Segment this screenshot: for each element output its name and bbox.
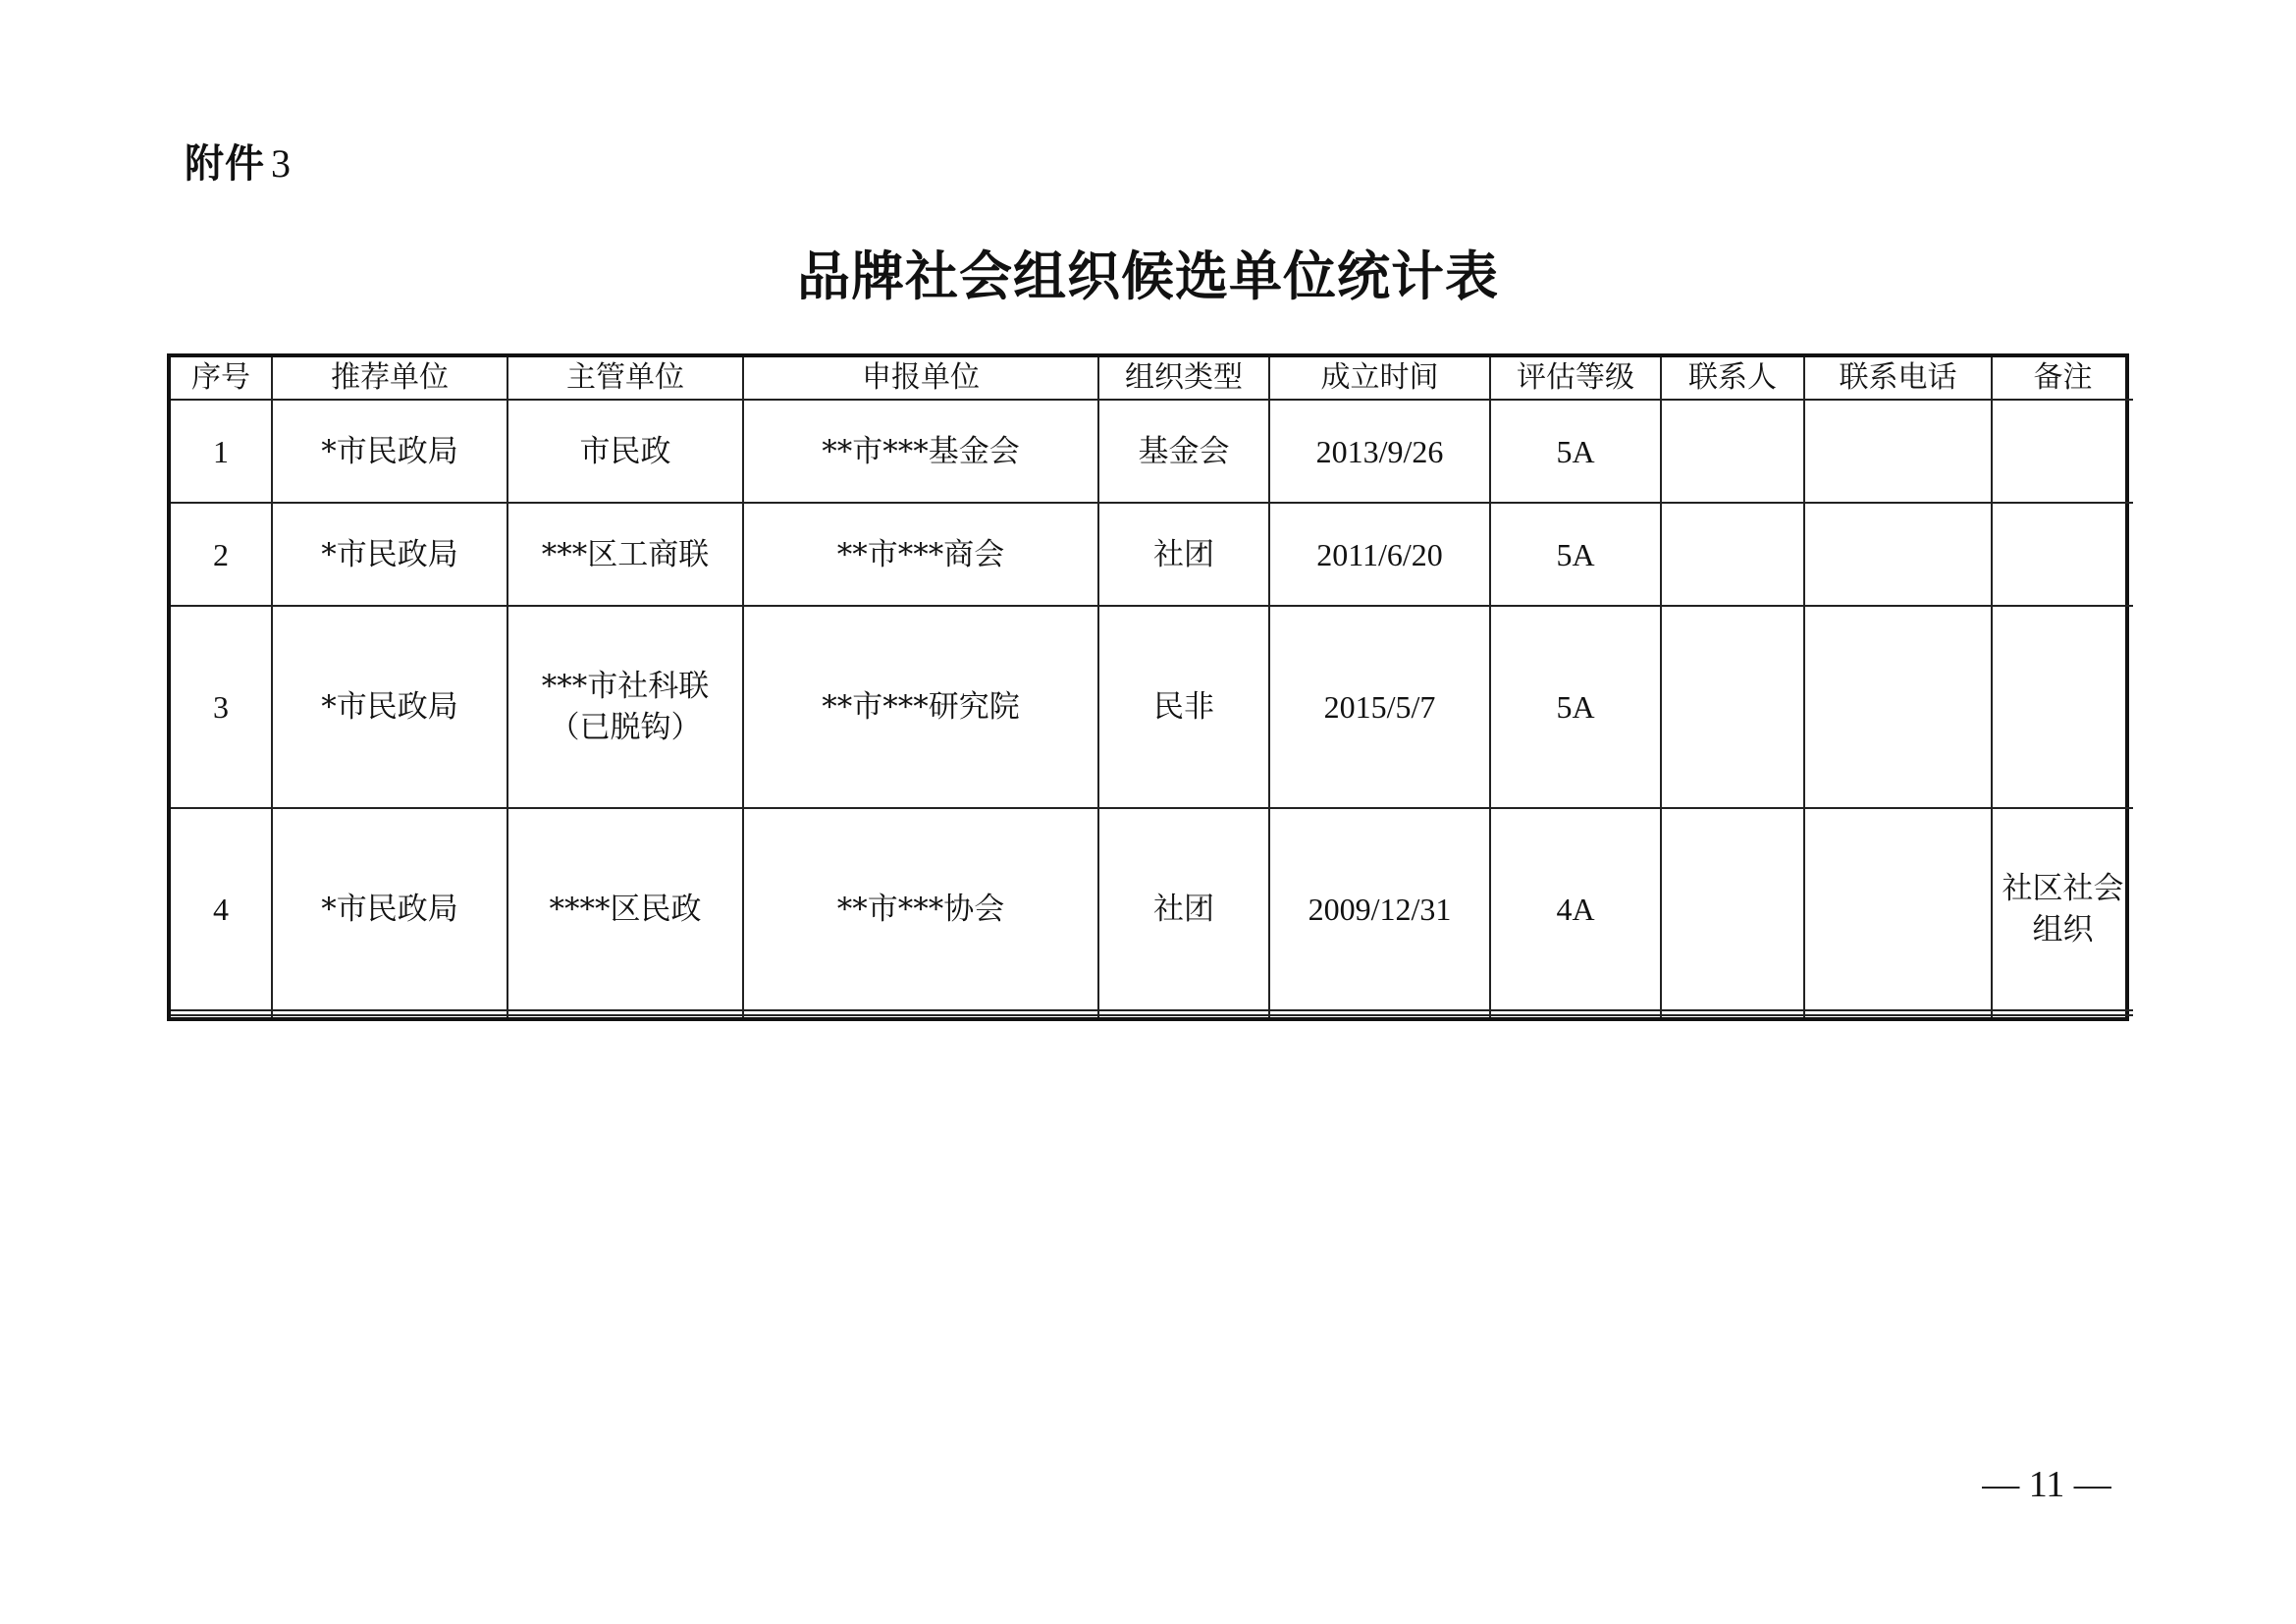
table-row <box>171 606 2133 808</box>
cell-organization-type: 基金会 <box>1098 400 1269 503</box>
cell-contact-phone <box>1804 503 1992 606</box>
header-evaluation-grade: 评估等级 <box>1490 357 1661 400</box>
table-row <box>171 400 2133 503</box>
cell-applying-unit: **市***商会 <box>743 503 1098 606</box>
cell-remarks <box>1992 503 2133 606</box>
document-title: 品牌社会组织候选单位统计表 <box>797 245 1499 307</box>
cell-evaluation-grade: 4A <box>1490 808 1661 1010</box>
cell-index: 2 <box>171 503 272 606</box>
cell-applying-unit: **市***研究院 <box>743 606 1098 808</box>
cell-index: 4 <box>171 808 272 1010</box>
cell-contact-person <box>1661 1015 1804 1017</box>
cell-contact-phone <box>1804 606 1992 808</box>
table-header-row <box>171 357 2133 400</box>
page-number: — 11 — <box>1982 1464 2111 1505</box>
cell-index: 1 <box>171 400 272 503</box>
cell-contact-person <box>1661 606 1804 808</box>
cell-evaluation-grade: 5A <box>1490 503 1661 606</box>
statistics-table <box>171 357 2133 1017</box>
cell-evaluation-grade: 5A <box>1490 606 1661 808</box>
cell-index: 3 <box>171 606 272 808</box>
cell-recommending-unit: *市民政局 <box>272 503 507 606</box>
cell-contact-person <box>1661 503 1804 606</box>
cell-founding-date: 2011/6/20 <box>1269 503 1490 606</box>
cell-remarks <box>1992 400 2133 503</box>
cell-applying-unit: **市***基金会 <box>743 400 1098 503</box>
header-recommending-unit: 推荐单位 <box>272 357 507 400</box>
header-organization-type: 组织类型 <box>1098 357 1269 400</box>
cell-founding-date: 2015/5/7 <box>1269 606 1490 808</box>
cell-contact-person <box>1661 808 1804 1010</box>
header-contact-phone: 联系电话 <box>1804 357 1992 400</box>
cell-supervising-unit: ***市社科联（已脱钩） <box>507 606 743 808</box>
header-contact-person: 联系人 <box>1661 357 1804 400</box>
header-index: 序号 <box>171 357 272 400</box>
cell-contact-phone <box>1804 1015 1992 1017</box>
cell-contact-phone <box>1804 808 1992 1010</box>
table-row <box>171 808 2133 1010</box>
cell-founding-date: 2009/12/31 <box>1269 808 1490 1010</box>
header-founding-date: 成立时间 <box>1269 357 1490 400</box>
cell-founding-date <box>1269 1015 1490 1017</box>
cell-recommending-unit <box>272 1015 507 1017</box>
cell-recommending-unit: *市民政局 <box>272 400 507 503</box>
table-row <box>171 503 2133 606</box>
cell-remarks: 社区社会组织 <box>1992 808 2133 1010</box>
header-remarks: 备注 <box>1992 357 2133 400</box>
cell-index <box>171 1015 272 1017</box>
cell-founding-date: 2013/9/26 <box>1269 400 1490 503</box>
cell-contact-person <box>1661 400 1804 503</box>
cell-applying-unit <box>743 1015 1098 1017</box>
cell-organization-type: 民非 <box>1098 606 1269 808</box>
cell-organization-type: 社团 <box>1098 503 1269 606</box>
attachment-text: 附件 <box>185 141 265 187</box>
attachment-label <box>185 139 292 189</box>
cell-evaluation-grade: 5A <box>1490 400 1661 503</box>
cell-remarks <box>1992 606 2133 808</box>
attachment-number: 3 <box>271 141 292 186</box>
cell-recommending-unit: *市民政局 <box>272 808 507 1010</box>
cell-remarks <box>1992 1015 2133 1017</box>
cell-recommending-unit: *市民政局 <box>272 606 507 808</box>
statistics-table-frame <box>167 353 2129 1021</box>
header-applying-unit: 申报单位 <box>743 357 1098 400</box>
cell-contact-phone <box>1804 400 1992 503</box>
cell-supervising-unit: 市民政 <box>507 400 743 503</box>
cell-organization-type: 社团 <box>1098 808 1269 1010</box>
cell-evaluation-grade <box>1490 1015 1661 1017</box>
header-supervising-unit: 主管单位 <box>507 357 743 400</box>
cell-supervising-unit: ***区工商联 <box>507 503 743 606</box>
cell-supervising-unit: ****区民政 <box>507 808 743 1010</box>
cell-supervising-unit <box>507 1015 743 1017</box>
cell-applying-unit: **市***协会 <box>743 808 1098 1010</box>
table-row <box>171 1015 2133 1017</box>
cell-organization-type <box>1098 1015 1269 1017</box>
